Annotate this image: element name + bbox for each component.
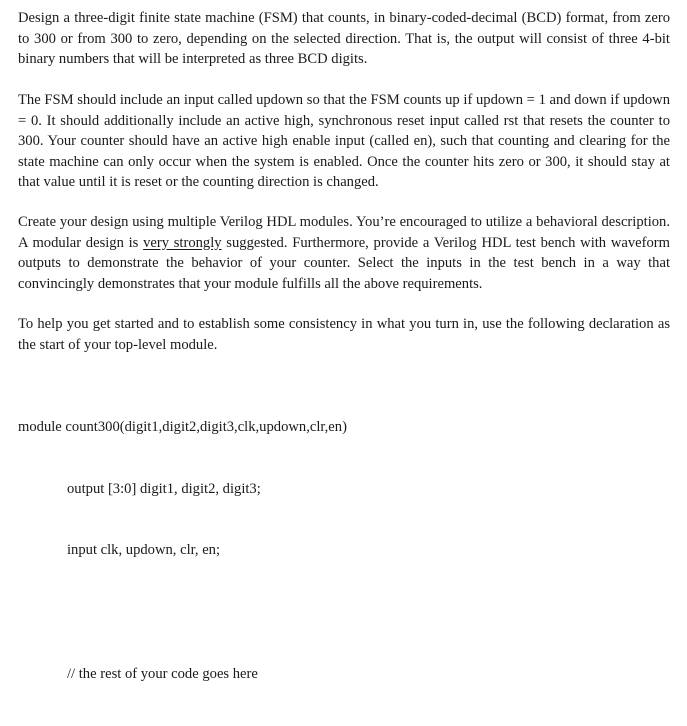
code-module-line: module count300(digit1,digit2,digit3,clk,updown,clr,en) xyxy=(18,418,347,435)
paragraph-fsm-overview: Design a three-digit finite state machine (FSM) that counts, in binary-coded-decimal (BCD) format, from zero to 300 or from 300 to zero, depending on the selected direction. That is, the output will consist of three 4-bit binary numbers that will be interpreted as three BCD digits. xyxy=(18,10,670,68)
code-input-line: input clk, updown, clr, en; xyxy=(67,542,221,559)
paragraph-declaration-intro: To help you get started and to establish some consistency in what you turn in, use the following declaration as the start of your top-level module. xyxy=(18,316,670,353)
design-requirements-text-end: suggested. Furthermore, provide a Verilog HDL test bench with waveform outputs to demonstrate the behavior of your counter. Select the inputs in the test bench in a way that convincingly demonstrates that your module fulfills all the above requirements. xyxy=(18,234,670,292)
emphasis-very-strongly: very strongly xyxy=(143,234,222,251)
paragraph-design-requirements xyxy=(18,212,670,294)
assignment-document xyxy=(18,8,670,726)
module-declaration-code xyxy=(18,376,670,726)
code-comment-line: // the rest of your code goes here xyxy=(67,665,258,682)
paragraph-fsm-inputs: The FSM should include an input called updown so that the FSM counts up if updown = 1 and down if updown = 0. It should additionally include an active high, synchronous reset input called rst that resets the counter to 300. Your counter should have an active high enable input (called en), such that counting and clearing for the state machine can only occur when the system is enabled. Once the counter hits zero or 300, it should stay at that value until it is reset or the counting direction is changed. xyxy=(18,92,670,191)
code-blank-line xyxy=(18,602,670,623)
code-output-line: output [3:0] digit1, digit2, digit3; xyxy=(67,480,261,497)
design-requirements-text-start: Create your design using multiple Verilog HDL modules. You’re encouraged to utilize a behavioral description. A modular design is xyxy=(18,213,670,251)
